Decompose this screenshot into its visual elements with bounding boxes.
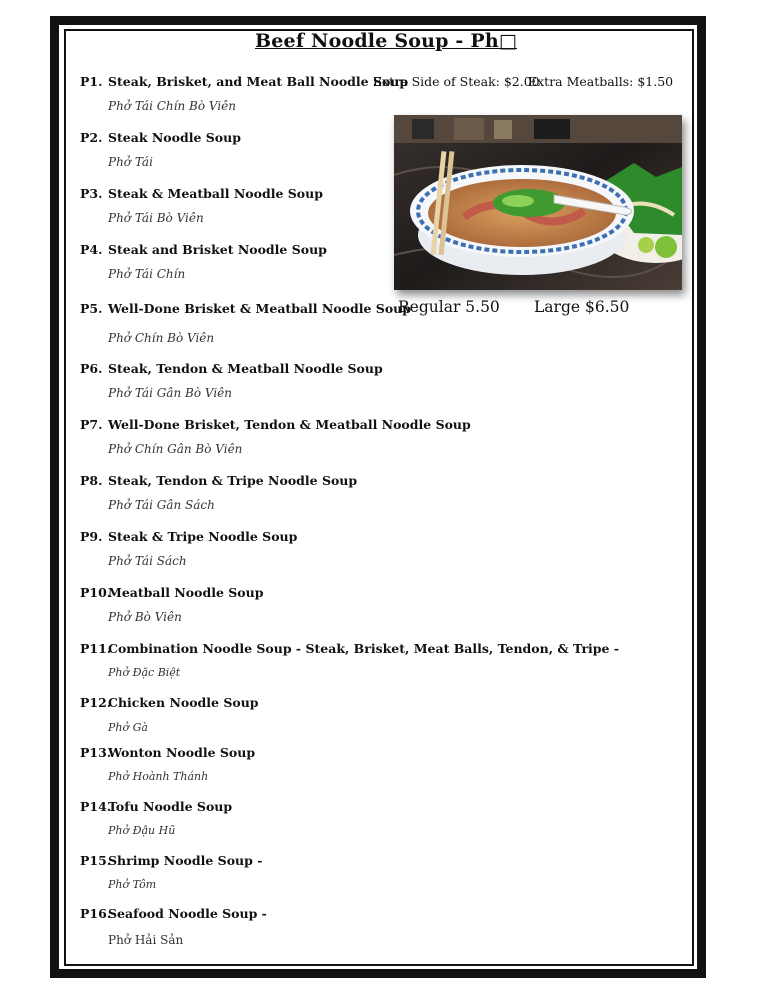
item-number: P16.	[80, 906, 112, 921]
item-vietnamese-name: Phở Tái Gân Sách	[108, 498, 215, 512]
item-number: P5.	[80, 301, 103, 316]
item-name: Combination Noodle Soup - Steak, Brisket, Meat Balls, Tendon, & Tripe -	[108, 641, 620, 656]
item-number: P7.	[80, 417, 103, 432]
item-number: P11.	[80, 641, 112, 656]
item-number: P4.	[80, 242, 103, 257]
item-vietnamese-name: Phở Chín Bò Viên	[108, 331, 215, 345]
item-name: Steak and Brisket Noodle Soup	[108, 242, 327, 257]
item-name: Well-Done Brisket, Tendon & Meatball Noodle Soup	[108, 417, 471, 432]
item-number: P12.	[80, 695, 112, 710]
item-number: P14.	[80, 799, 112, 814]
item-vietnamese-name: Phở Đặc Biệt	[108, 666, 181, 679]
item-vietnamese-name: Phở Tái Bò Viên	[108, 211, 204, 225]
extra-meatballs-price: Extra Meatballs: $1.50	[528, 74, 674, 89]
menu-title: Beef Noodle Soup - Ph□	[254, 30, 517, 52]
item-vietnamese-name: Phở Chín Gân Bò Viên	[108, 442, 243, 456]
item-number: P2.	[80, 130, 103, 145]
item-name: Chicken Noodle Soup	[108, 695, 259, 710]
extra-steak-price: Extra Side of Steak: $2.00	[373, 74, 540, 89]
item-vietnamese-name: Phở Tái Sách	[108, 554, 187, 568]
item-name: Tofu Noodle Soup	[108, 799, 233, 814]
item-number: P15.	[80, 853, 112, 868]
price-regular: Regular 5.50	[398, 298, 500, 316]
item-name: Steak, Brisket, and Meat Ball Noodle Soup	[108, 74, 409, 89]
item-vietnamese-name: Phở Tái Chín	[108, 267, 186, 281]
item-number: P3.	[80, 186, 103, 201]
item-vietnamese-name: Phở Tái	[108, 155, 153, 169]
item-name: Well-Done Brisket & Meatball Noodle Soup	[108, 301, 411, 316]
item-vietnamese-name: Phở Hải Sản	[108, 933, 184, 947]
item-vietnamese-name: Phở Hoành Thánh	[108, 770, 209, 783]
item-number: P9.	[80, 529, 103, 544]
item-number: P10.	[80, 585, 112, 600]
item-name: Shrimp Noodle Soup -	[108, 853, 263, 868]
item-name: Steak Noodle Soup	[108, 130, 241, 145]
item-name: Steak & Meatball Noodle Soup	[108, 186, 323, 201]
item-name: Wonton Noodle Soup	[108, 745, 256, 760]
item-vietnamese-name: Phở Tái Gân Bò Viên	[108, 386, 232, 400]
pho-bowl-photo	[394, 115, 682, 290]
item-name: Seafood Noodle Soup -	[108, 906, 267, 921]
item-number: P6.	[80, 361, 103, 376]
item-vietnamese-name: Phở Đậu Hũ	[108, 824, 176, 837]
item-number: P8.	[80, 473, 103, 488]
item-vietnamese-name: Phở Tái Chín Bò Viên	[108, 99, 236, 113]
item-vietnamese-name: Phở Gà	[108, 721, 148, 734]
item-name: Steak, Tendon & Meatball Noodle Soup	[108, 361, 383, 376]
item-name: Steak & Tripe Noodle Soup	[108, 529, 298, 544]
item-name: Meatball Noodle Soup	[108, 585, 264, 600]
item-number: P13.	[80, 745, 112, 760]
item-number: P1.	[80, 74, 103, 89]
price-large: Large $6.50	[534, 298, 630, 316]
item-vietnamese-name: Phở Bò Viên	[108, 610, 182, 624]
item-name: Steak, Tendon & Tripe Noodle Soup	[108, 473, 358, 488]
item-vietnamese-name: Phở Tôm	[108, 878, 157, 891]
